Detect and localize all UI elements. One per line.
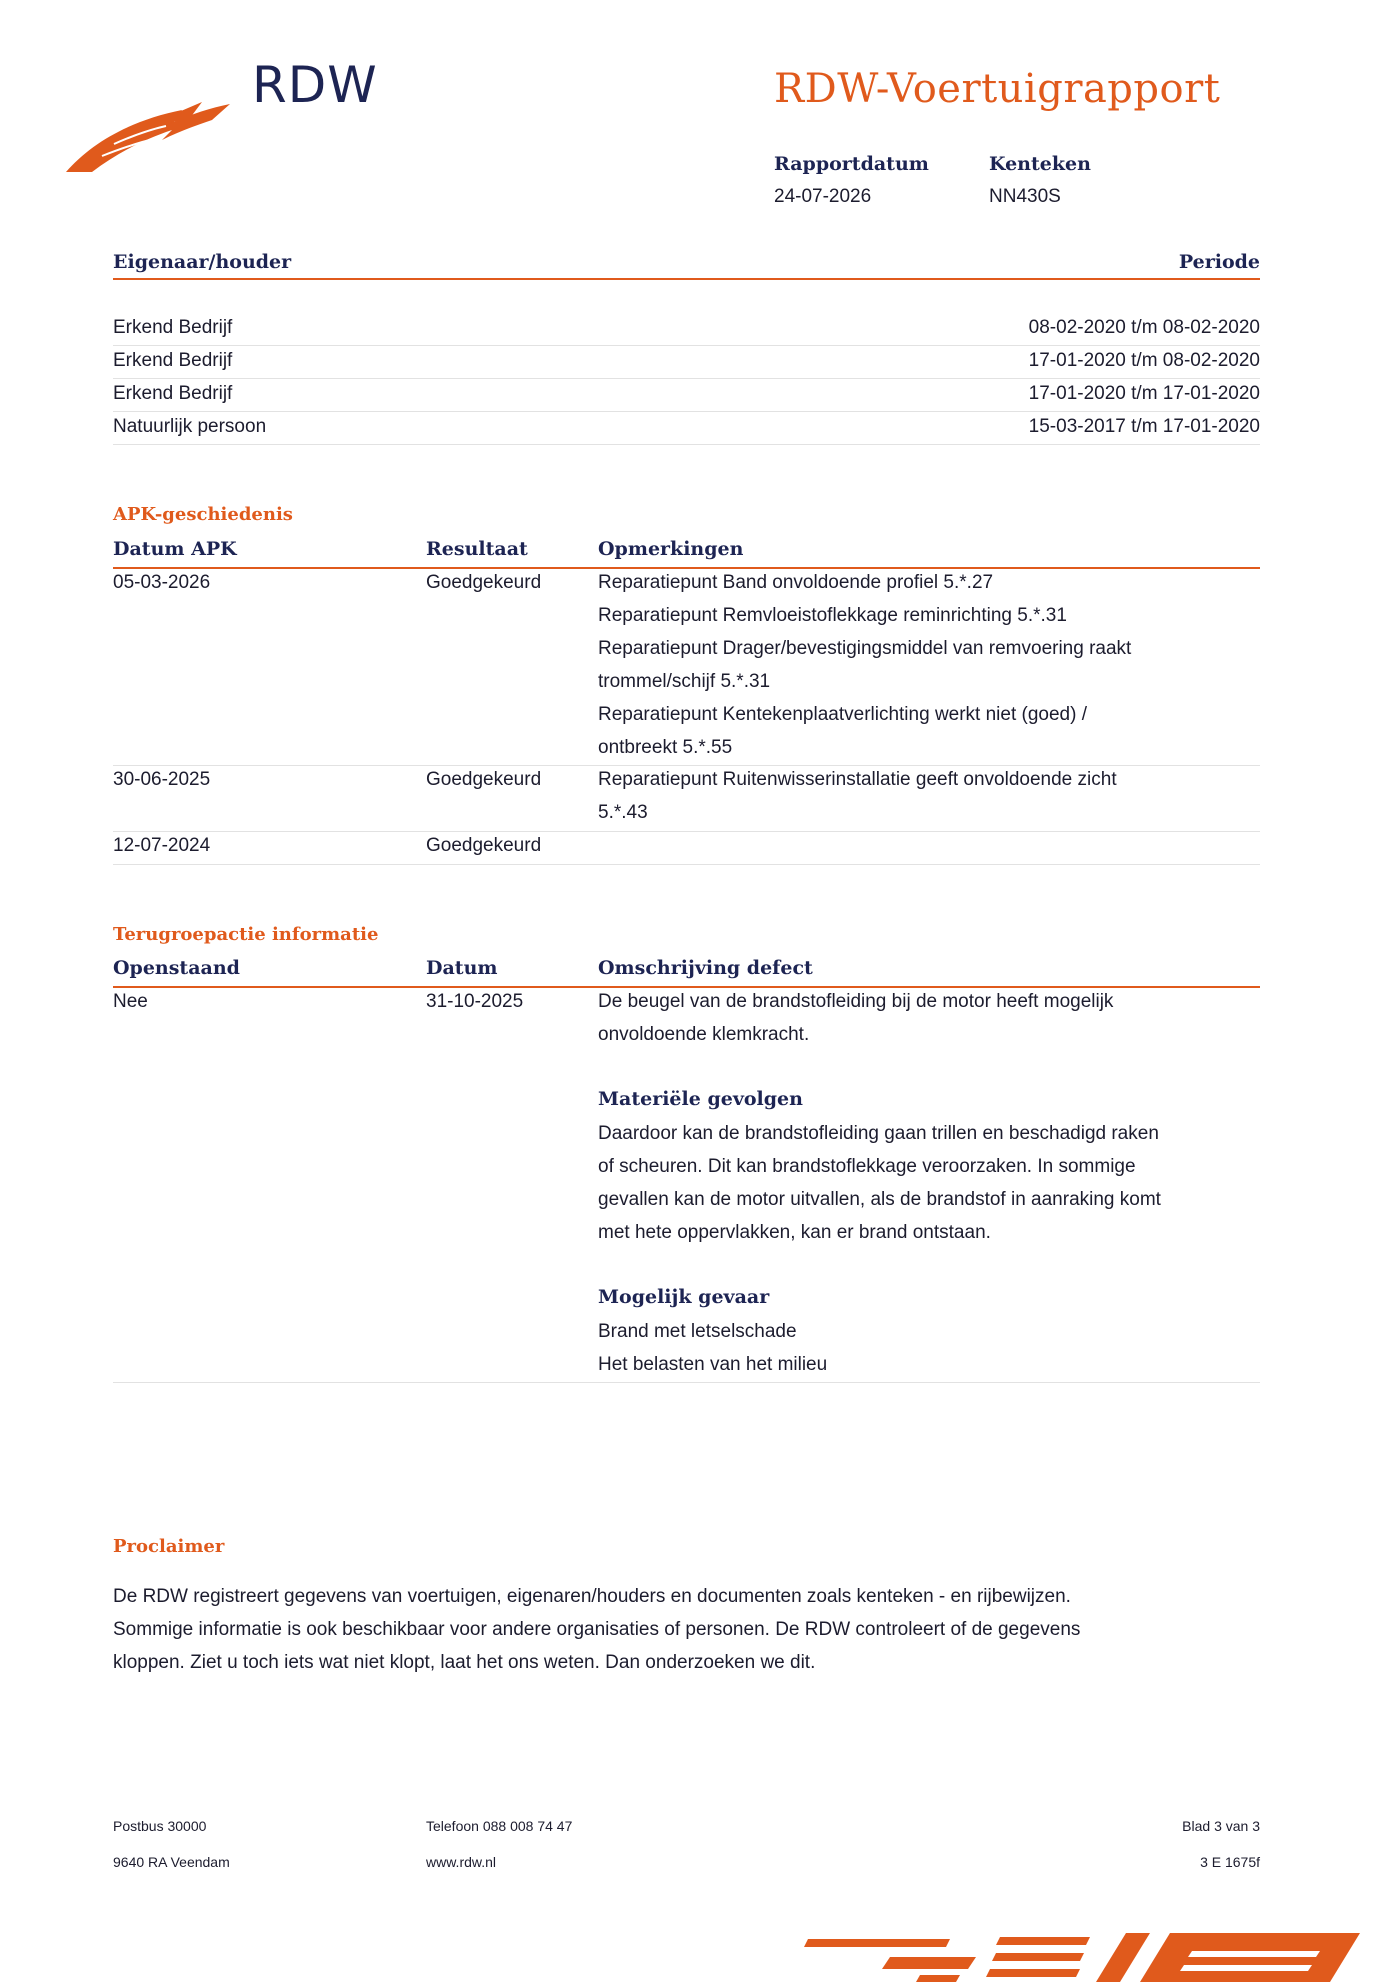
owner-cell: Erkend Bedrijf <box>113 383 233 404</box>
owner-cell: Natuurlijk persoon <box>113 416 267 437</box>
danger-line: Brand met letselschade <box>598 1321 797 1342</box>
recall-date-cell: 31-10-2025 <box>426 991 524 1012</box>
footer-document-code: 3 E 1675f <box>1200 1854 1260 1870</box>
proclaimer-line: Sommige informatie is ook beschikbaar voor andere organisaties of personen. De RDW controleert of de gegevens <box>113 1619 1081 1640</box>
apk-date-cell: 05-03-2026 <box>113 572 211 593</box>
apk-date-cell: 12-07-2024 <box>113 835 211 856</box>
apk-result-cell: Goedgekeurd <box>426 835 542 856</box>
apk-section-title: APK-geschiedenis <box>113 504 293 525</box>
possible-danger-title: Mogelijk gevaar <box>598 1286 770 1308</box>
owner-cell: Erkend Bedrijf <box>113 350 233 371</box>
recall-open-cell: Nee <box>113 991 148 1012</box>
material-line: Daardoor kan de brandstofleiding gaan trillen en beschadigd raken <box>598 1123 1159 1144</box>
row-divider <box>113 1382 1260 1383</box>
material-line: of scheuren. Dit kan brandstoflekkage veroorzaken. In sommige <box>598 1156 1136 1177</box>
rdw-logo-icon <box>62 92 232 177</box>
period-cell: 15-03-2017 t/m 17-01-2020 <box>1028 416 1260 437</box>
rapportdatum-label: Rapportdatum <box>774 153 929 175</box>
period-cell: 17-01-2020 t/m 08-02-2020 <box>1028 350 1260 371</box>
report-title: RDW-Voertuigrapport <box>774 66 1221 112</box>
apk-remark-line: Reparatiepunt Kentekenplaatverlichting werkt niet (goed) / <box>598 704 1088 725</box>
period-cell: 17-01-2020 t/m 17-01-2020 <box>1028 383 1260 404</box>
recall-desc-line: De beugel van de brandstofleiding bij de motor heeft mogelijk <box>598 991 1114 1012</box>
period-column-header: Periode <box>1178 251 1260 273</box>
apk-remarks-header: Opmerkingen <box>598 538 744 560</box>
apk-remark-line: 5.*.43 <box>598 802 648 823</box>
footer-address-line2: 9640 RA Veendam <box>113 1854 230 1870</box>
apk-remark-line: Reparatiepunt Ruitenwisserinstallatie geeft onvoldoende zicht <box>598 769 1117 790</box>
material-line: gevallen kan de motor uitvallen, als de brandstof in aanraking komt <box>598 1189 1161 1210</box>
apk-date-cell: 30-06-2025 <box>113 769 211 790</box>
apk-remark-line: Reparatiepunt Drager/bevestigingsmiddel van remvoering raakt <box>598 638 1132 659</box>
apk-remark-line: trommel/schijf 5.*.31 <box>598 671 771 692</box>
row-divider <box>113 831 1260 832</box>
owner-column-header: Eigenaar/houder <box>113 251 292 273</box>
owners-header-rule <box>113 278 1260 280</box>
proclaimer-title: Proclaimer <box>113 1536 225 1557</box>
footer-address-line1: Postbus 30000 <box>113 1818 207 1834</box>
apk-remark-line: Reparatiepunt Band onvoldoende profiel 5.*.27 <box>598 572 994 593</box>
material-consequences-title: Materiële gevolgen <box>598 1088 803 1110</box>
footer-website-link[interactable]: www.rdw.nl <box>426 1854 497 1870</box>
owner-cell: Erkend Bedrijf <box>113 317 233 338</box>
apk-result-cell: Goedgekeurd <box>426 572 542 593</box>
logo-text: RDW <box>252 56 378 114</box>
footer-page-number: Blad 3 van 3 <box>1182 1818 1260 1834</box>
period-cell: 08-02-2020 t/m 08-02-2020 <box>1028 317 1260 338</box>
footer-stripes-decoration-icon <box>800 1925 1400 1982</box>
apk-date-header: Datum APK <box>113 538 237 560</box>
apk-result-header: Resultaat <box>426 538 528 560</box>
row-divider <box>113 444 1260 445</box>
row-divider <box>113 864 1260 865</box>
recall-open-header: Openstaand <box>113 957 240 979</box>
proclaimer-line: kloppen. Ziet u toch iets wat niet klopt, laat het ons weten. Dan onderzoeken we dit. <box>113 1652 816 1673</box>
proclaimer-line: De RDW registreert gegevens van voertuigen, eigenaren/houders en documenten zoals kenteken - en rijbewijzen. <box>113 1586 1071 1607</box>
kenteken-label: Kenteken <box>989 153 1091 175</box>
material-line: met hete oppervlakken, kan er brand ontstaan. <box>598 1222 991 1243</box>
danger-line: Het belasten van het milieu <box>598 1354 828 1375</box>
apk-remark-line: ontbreekt 5.*.55 <box>598 737 733 758</box>
recall-desc-line: onvoldoende klemkracht. <box>598 1024 810 1045</box>
footer-phone: Telefoon 088 008 74 47 <box>426 1818 573 1834</box>
rapportdatum-value: 24-07-2026 <box>774 186 872 207</box>
recall-desc-header: Omschrijving defect <box>598 957 813 979</box>
recall-date-header: Datum <box>426 957 498 979</box>
recall-section-title: Terugroepactie informatie <box>113 924 379 945</box>
kenteken-value: NN430S <box>989 186 1061 207</box>
apk-result-cell: Goedgekeurd <box>426 769 542 790</box>
apk-remark-line: Reparatiepunt Remvloeistoflekkage reminrichting 5.*.31 <box>598 605 1067 626</box>
